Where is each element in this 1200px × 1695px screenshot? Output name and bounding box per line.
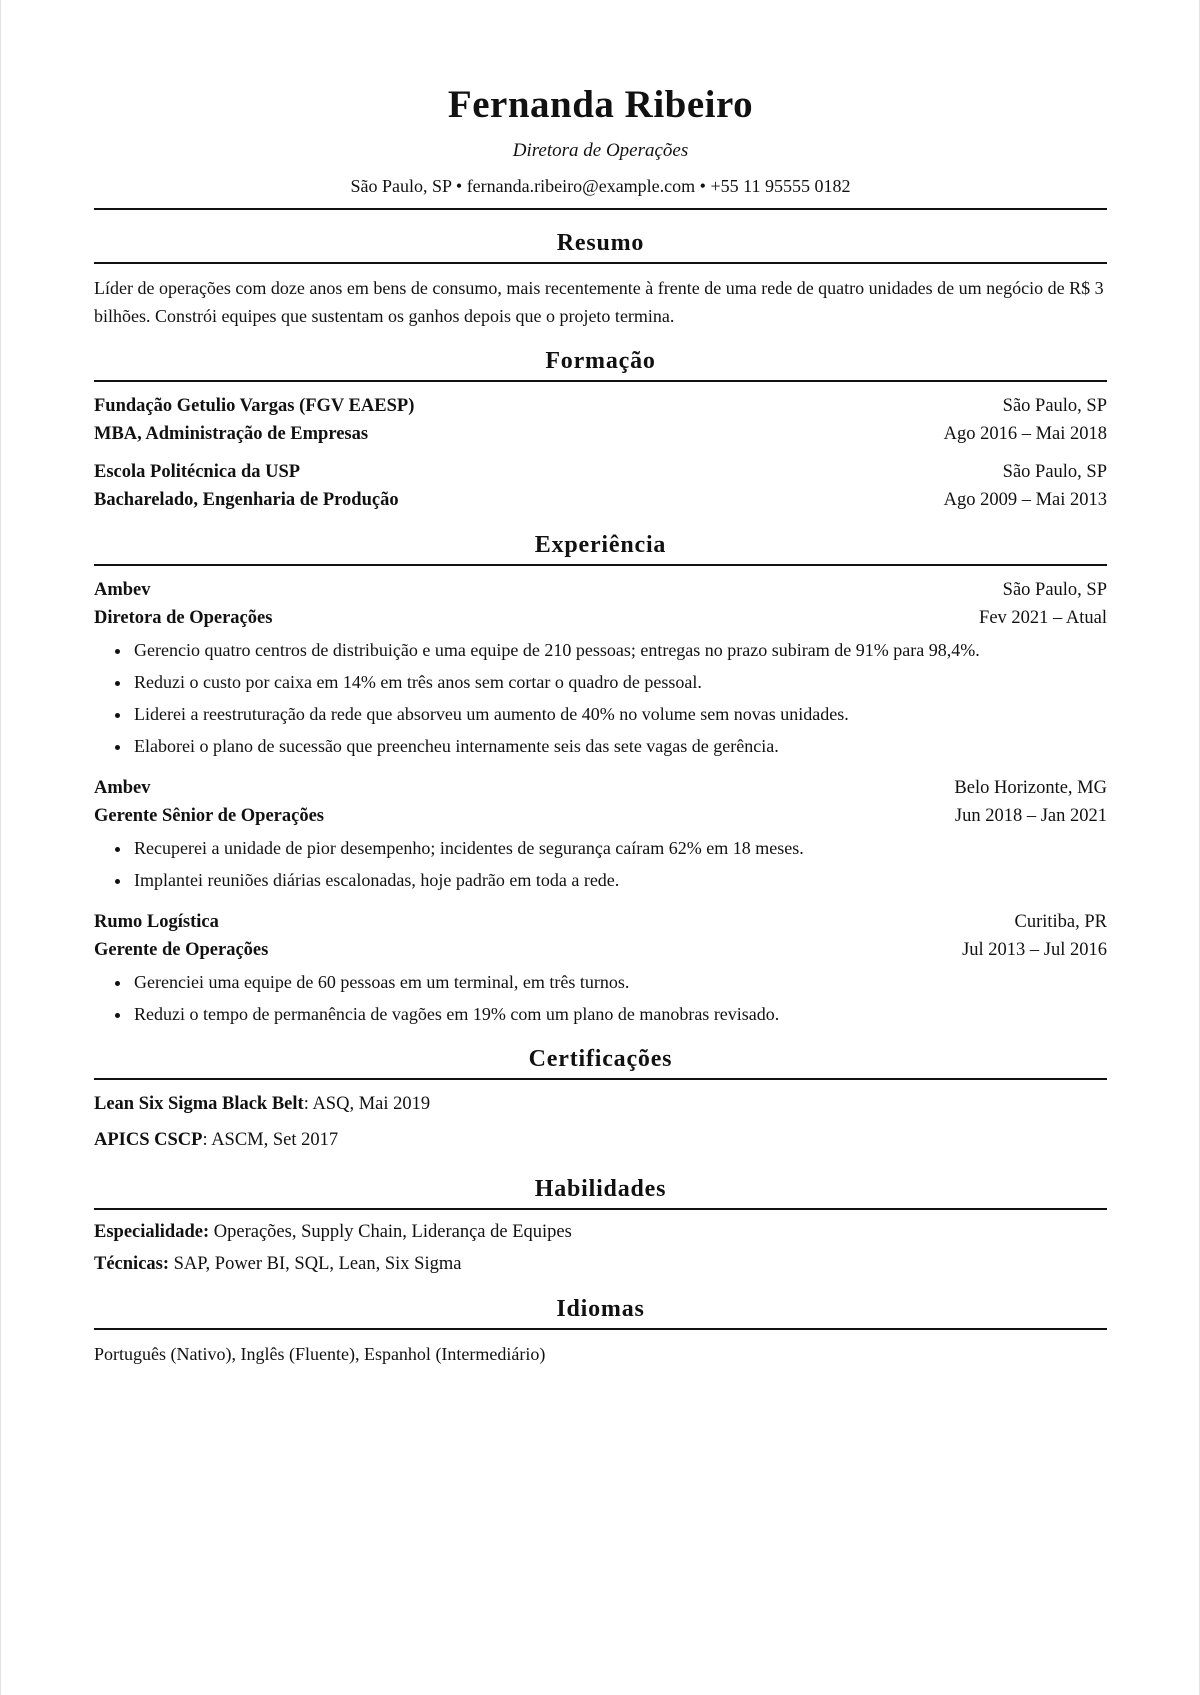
- skill-label: Técnicas:: [94, 1254, 170, 1274]
- education-dates: Ago 2016 – Mai 2018: [943, 424, 1107, 444]
- company-name: Ambev: [94, 580, 151, 600]
- job-role: Gerente Sênior de Operações: [94, 806, 325, 826]
- education-entry: [94, 392, 1107, 448]
- bullet-item: • Gerencio quatro centros de distribuição e uma equipe de 210 pessoas; entregas no prazo subiram de 91% para 98,4%.: [132, 634, 1107, 666]
- bullet-item: • Implantei reuniões diárias escalonadas, hoje padrão em toda a rede.: [132, 864, 1107, 896]
- section-title-languages: Idiomas: [94, 1294, 1107, 1330]
- bullet-item: • Gerenciei uma equipe de 60 pessoas em um terminal, em três turnos.: [132, 966, 1107, 998]
- candidate-title: Diretora de Operações: [512, 140, 689, 161]
- job-bullets: [94, 832, 1107, 896]
- certification-item: [94, 1126, 1107, 1154]
- degree: MBA, Administração de Empresas: [94, 424, 369, 444]
- job-location: São Paulo, SP: [1002, 580, 1107, 600]
- experience-section: [94, 530, 1107, 1030]
- bullet-item: • Reduzi o tempo de permanência de vagões em 19% com um plano de manobras revisado.: [132, 998, 1107, 1030]
- section-title-certifications: Certificações: [94, 1044, 1107, 1080]
- school-name: Fundação Getulio Vargas (FGV EAESP): [94, 396, 415, 416]
- job-location: Belo Horizonte, MG: [954, 778, 1107, 798]
- education-entry: [94, 458, 1107, 514]
- certification-detail: : ASQ, Mai 2019: [303, 1094, 431, 1114]
- job-entry: [94, 576, 1107, 762]
- job-location: Curitiba, PR: [1014, 912, 1107, 932]
- job-bullets: [94, 634, 1107, 762]
- summary-section: [94, 228, 1107, 330]
- bullet-item: • Reduzi o custo por caixa em 14% em três anos sem cortar o quadro de pessoal.: [132, 666, 1107, 698]
- skill-value: SAP, Power BI, SQL, Lean, Six Sigma: [169, 1254, 462, 1274]
- school-name: Escola Politécnica da USP: [94, 462, 301, 482]
- section-title-summary: Resumo: [94, 228, 1107, 264]
- job-dates: Fev 2021 – Atual: [979, 608, 1107, 628]
- section-title-experience: Experiência: [94, 530, 1107, 566]
- job-entry: [94, 908, 1107, 1030]
- certification-item: [94, 1090, 1107, 1118]
- company-name: Ambev: [94, 778, 151, 798]
- job-role: Diretora de Operações: [94, 608, 273, 628]
- certification-name: Lean Six Sigma Black Belt: [94, 1094, 304, 1114]
- section-title-education: Formação: [94, 346, 1107, 382]
- job-dates: Jun 2018 – Jan 2021: [954, 806, 1107, 826]
- section-title-skills: Habilidades: [94, 1174, 1107, 1210]
- bullet-item: • Recuperei a unidade de pior desempenho; incidentes de segurança caíram 62% em 18 meses.: [132, 832, 1107, 864]
- skill-line: [94, 1216, 1107, 1248]
- candidate-name: Fernanda Ribeiro: [447, 83, 754, 126]
- company-name: Rumo Logística: [94, 912, 219, 932]
- languages-text: Português (Nativo), Inglês (Fluente), Espanhol (Intermediário): [94, 1344, 546, 1364]
- skills-section: [94, 1174, 1107, 1280]
- education-section: [94, 346, 1107, 514]
- job-entry: [94, 774, 1107, 896]
- job-role: Gerente de Operações: [94, 940, 269, 960]
- job-dates: Jul 2013 – Jul 2016: [962, 940, 1107, 960]
- certification-detail: : ASCM, Set 2017: [202, 1130, 339, 1150]
- header-divider: [94, 208, 1107, 210]
- school-location: São Paulo, SP: [1002, 462, 1107, 482]
- job-bullets: [94, 966, 1107, 1030]
- certification-name: APICS CSCP: [94, 1130, 203, 1150]
- languages-section: [94, 1294, 1107, 1368]
- bullet-item: • Elaborei o plano de sucessão que preencheu internamente seis das sete vagas de gerência.: [132, 730, 1107, 762]
- degree: Bacharelado, Engenharia de Produção: [94, 490, 399, 510]
- skill-line: [94, 1248, 1107, 1280]
- school-location: São Paulo, SP: [1002, 396, 1107, 416]
- contact-line: São Paulo, SP • fernanda.ribeiro@example.com • +55 11 95555 0182: [350, 176, 851, 196]
- education-dates: Ago 2009 – Mai 2013: [943, 490, 1107, 510]
- skill-value: Operações, Supply Chain, Liderança de Equipes: [209, 1222, 572, 1242]
- bullet-item: • Liderei a reestruturação da rede que absorveu um aumento de 40% no volume sem novas unidades.: [132, 698, 1107, 730]
- certifications-section: [94, 1044, 1107, 1154]
- skill-label: Especialidade:: [94, 1222, 210, 1242]
- summary-text: Líder de operações com doze anos em bens de consumo, mais recentemente à frente de uma rede de quatro unidades de um negócio de R$ 3 bilhões. Constrói equipes que sustentam os ganhos depois que o projeto termina.: [94, 278, 1104, 326]
